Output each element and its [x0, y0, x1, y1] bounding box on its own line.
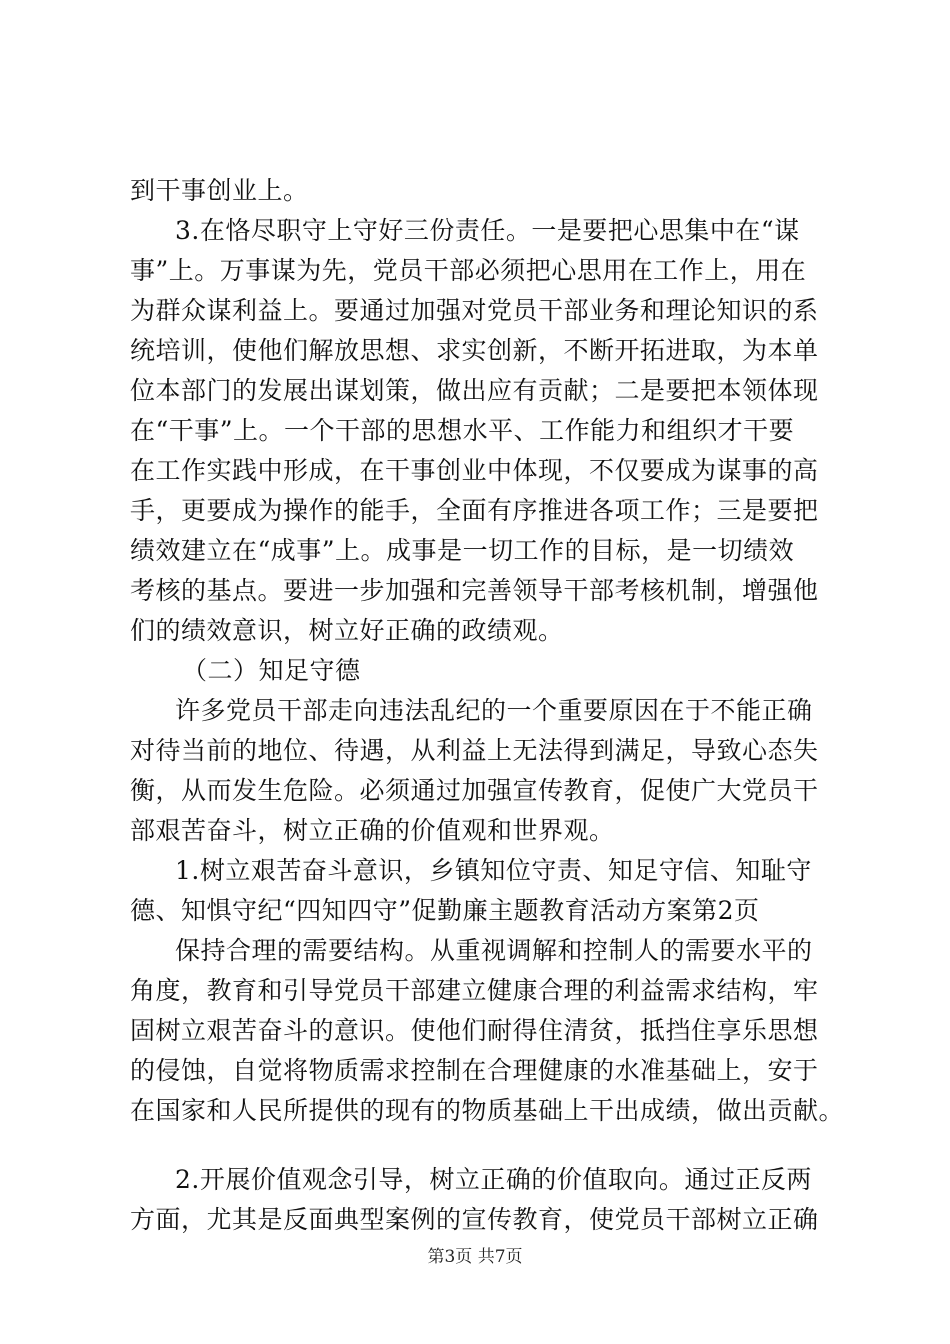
text-line: 许多党员干部走向违法乱纪的一个重要原因在于不能正确	[175, 696, 813, 725]
text-line: 位本部门的发展出谋划策，做出应有贡献；二是要把本领体现	[130, 376, 819, 405]
page-footer: 第3页 共7页	[427, 1247, 523, 1267]
text-line: 1.树立艰苦奋斗意识，乡镇知位守责、知足守信、知耻守	[175, 856, 812, 885]
section-heading: （二）知足守德	[182, 656, 361, 685]
text-line: 固树立艰苦奋斗的意识。使他们耐得住清贫，抵挡住享乐思想	[130, 1016, 819, 1045]
text-line: 对待当前的地位、待遇，从利益上无法得到满足，导致心态失	[130, 736, 819, 765]
text-line: 事”上。万事谋为先，党员干部必须把心思用在工作上，用在	[130, 256, 807, 285]
text-line: 在“干事”上。一个干部的思想水平、工作能力和组织才干要	[130, 416, 795, 445]
text-line: 为群众谋利益上。要通过加强对党员干部业务和理论知识的系	[130, 296, 819, 325]
text-line: 3.在恪尽职守上守好三份责任。一是要把心思集中在“谋	[175, 216, 800, 245]
text-line: 手，更要成为操作的能手，全面有序推进各项工作；三是要把	[130, 496, 819, 525]
text-line: 在工作实践中形成，在干事创业中体现，不仅要成为谋事的高	[130, 456, 819, 485]
text-line: 到干事创业上。	[130, 176, 309, 205]
text-line: 的侵蚀，自觉将物质需求控制在合理健康的水准基础上，安于	[130, 1056, 819, 1085]
text-line: 统培训，使他们解放思想、求实创新，不断开拓进取，为本单	[130, 336, 819, 365]
text-line: 保持合理的需要结构。从重视调解和控制人的需要水平的	[175, 936, 813, 965]
text-line: 角度，教育和引导党员干部建立健康合理的利益需求结构，牢	[130, 976, 819, 1005]
text-line: 衡，从而发生危险。必须通过加强宣传教育，促使广大党员干	[130, 776, 819, 805]
text-line: 们的绩效意识，树立好正确的政绩观。	[130, 616, 564, 645]
text-line: 绩效建立在“成事”上。成事是一切工作的目标，是一切绩效	[130, 536, 795, 565]
text-line: 2.开展价值观念引导，树立正确的价值取向。通过正反两	[175, 1165, 812, 1194]
text-line: 方面，尤其是反面典型案例的宣传教育，使党员干部树立正确	[130, 1205, 819, 1234]
text-line: 部艰苦奋斗，树立正确的价值观和世界观。	[130, 816, 615, 845]
text-line: 考核的基点。要进一步加强和完善领导干部考核机制，增强他	[130, 576, 819, 605]
text-line: 德、知惧守纪“四知四守”促勤廉主题教育活动方案第2页	[130, 896, 760, 925]
text-line: 在国家和人民所提供的现有的物质基础上干出成绩，做出贡献。	[130, 1096, 845, 1125]
